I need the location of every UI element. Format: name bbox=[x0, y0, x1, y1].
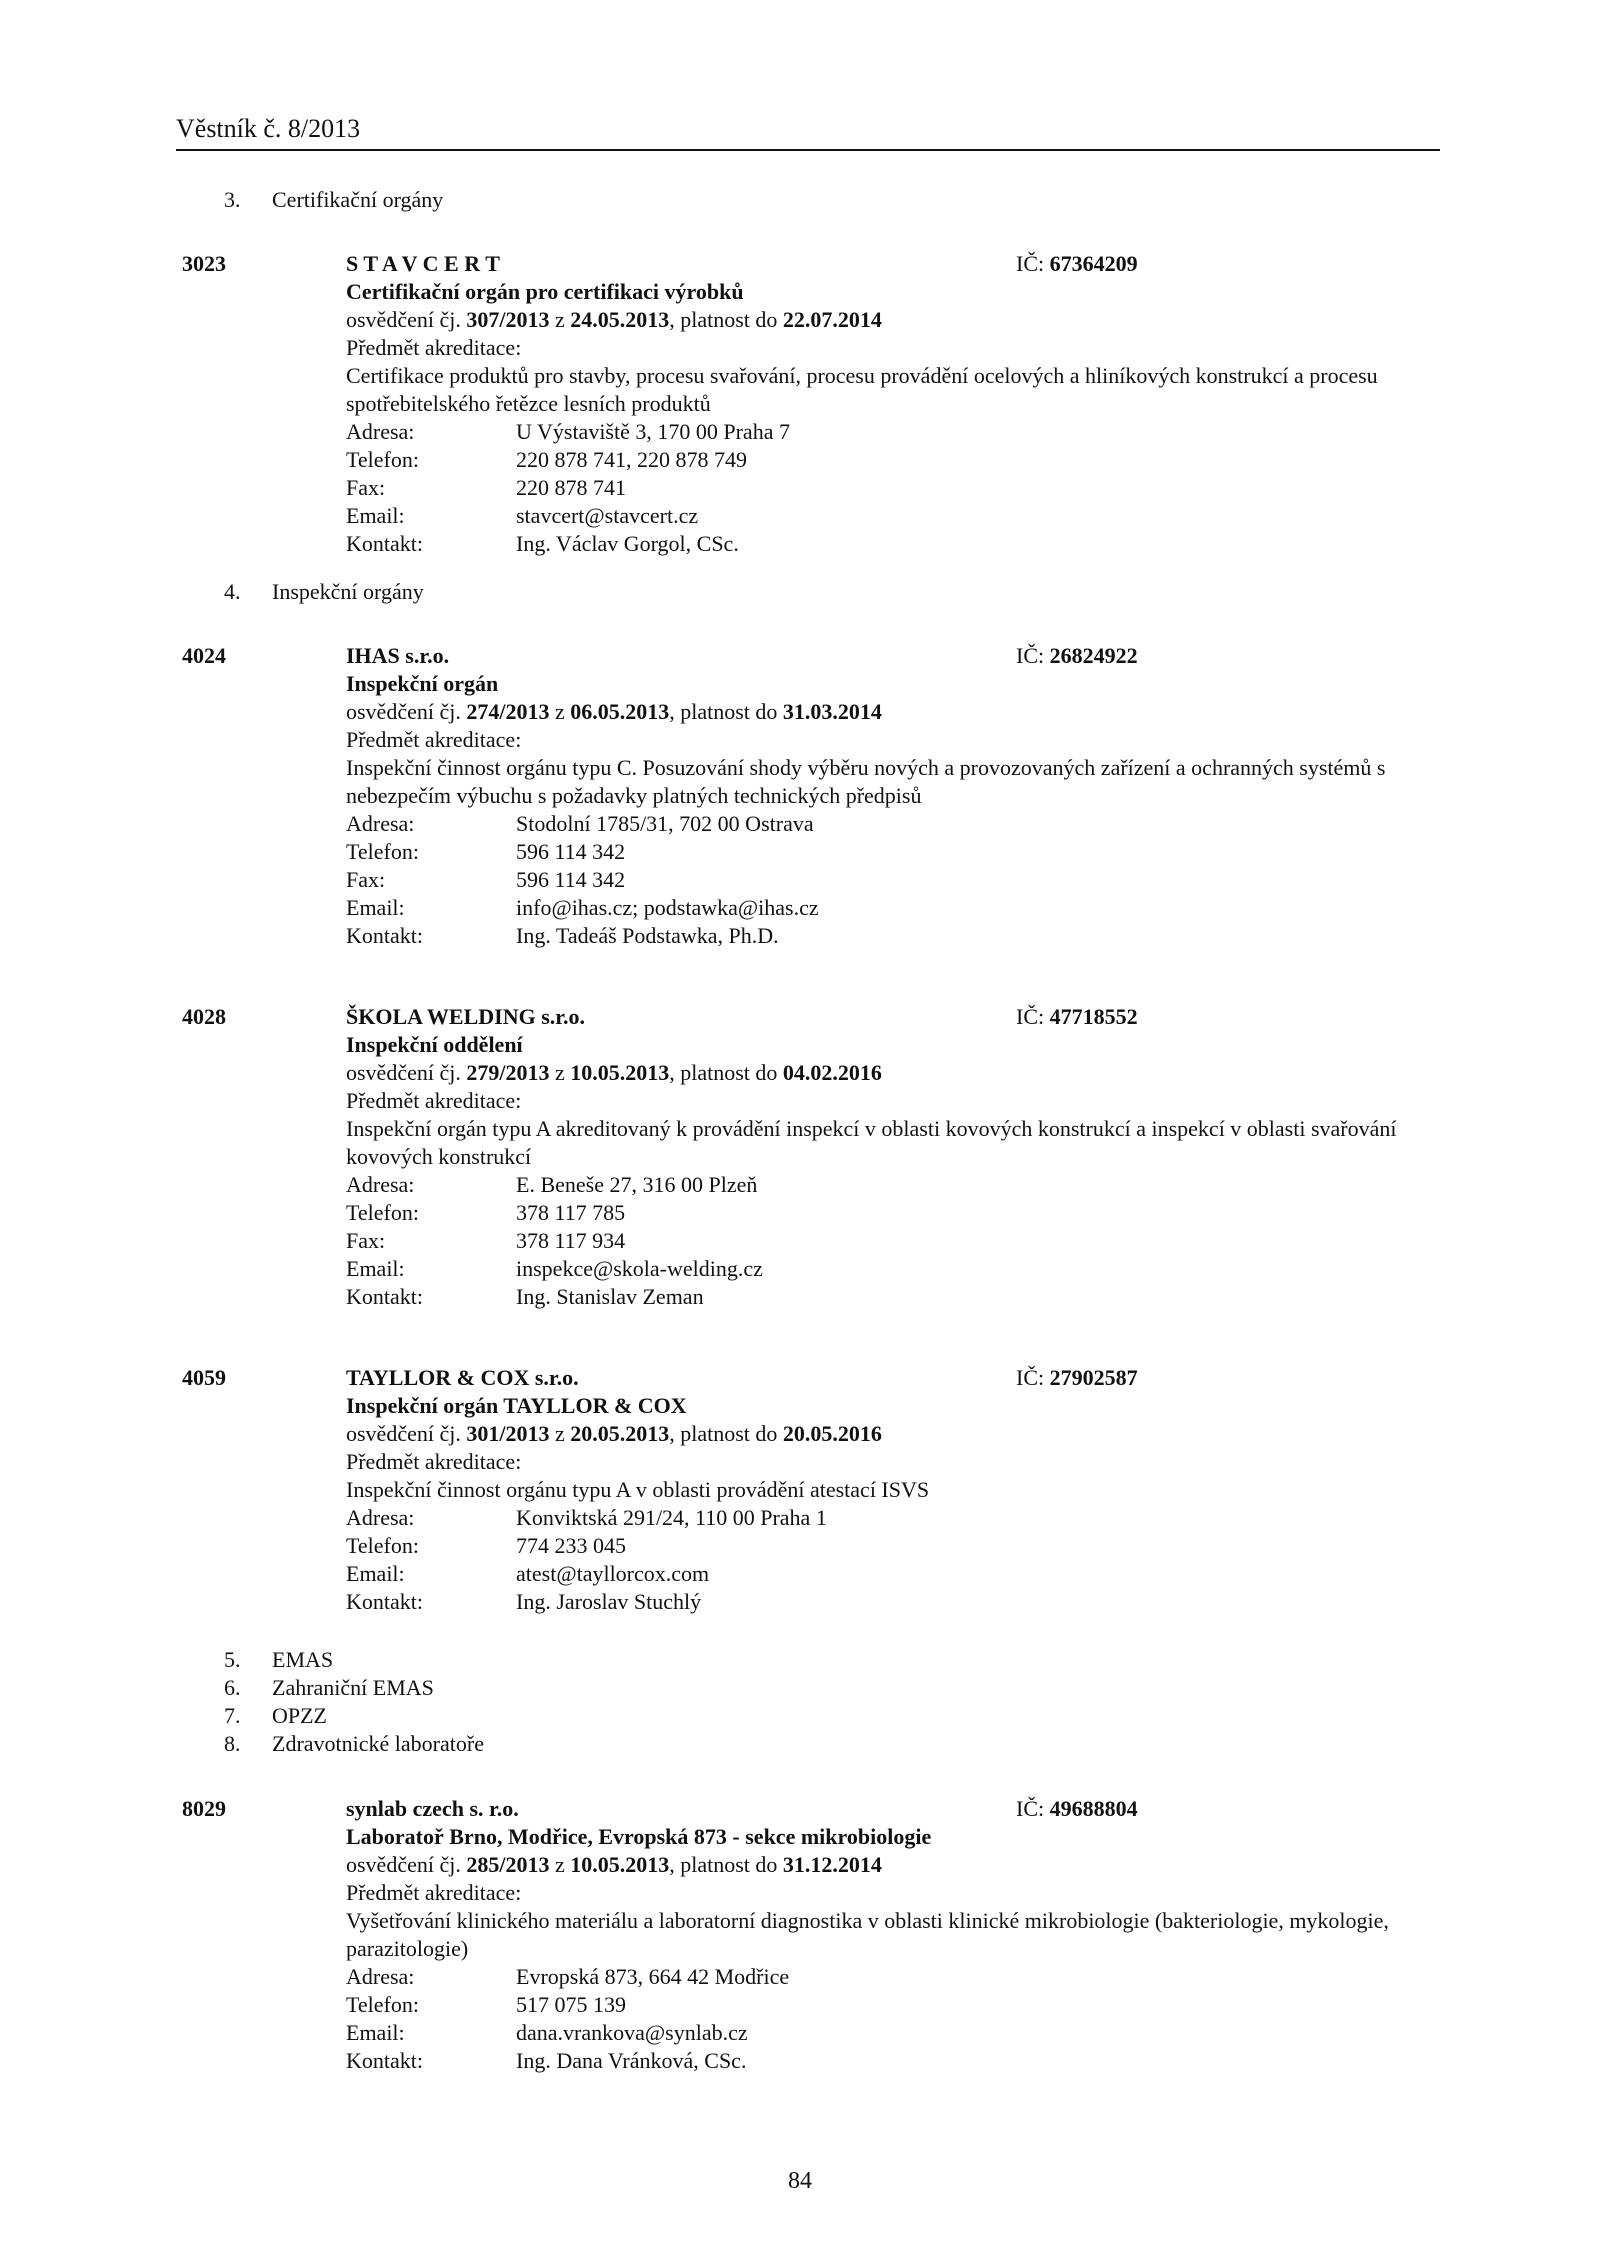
section-label: Inspekční orgány bbox=[272, 579, 424, 604]
address-row: Adresa: E. Beneše 27, 316 00 Plzeň bbox=[346, 1172, 758, 1197]
section-number: 5. bbox=[224, 1647, 241, 1672]
phone-value: 774 233 045 bbox=[516, 1533, 626, 1558]
section-number: 8. bbox=[224, 1731, 241, 1756]
phone-row: Telefon: 378 117 785 bbox=[346, 1200, 626, 1225]
valid-until: 22.07.2014 bbox=[782, 307, 882, 332]
address-value: Konviktská 291/24, 110 00 Praha 1 bbox=[516, 1505, 827, 1530]
ic-value: 27902587 bbox=[1049, 1365, 1138, 1390]
section-label: EMAS bbox=[272, 1647, 334, 1672]
contact-row: Kontakt: Ing. Jaroslav Stuchlý bbox=[346, 1589, 702, 1614]
entry-name: ŠKOLA WELDING s.r.o. bbox=[346, 1004, 586, 1029]
section-number: 7. bbox=[224, 1703, 241, 1728]
contact-value: Ing. Tadeáš Podstawka, Ph.D. bbox=[516, 923, 779, 948]
entry-body bbox=[346, 1795, 1416, 2075]
entry-ic: IČ: 26824922 bbox=[1016, 643, 1138, 668]
fax-value: 596 114 342 bbox=[516, 867, 626, 892]
phone-row: Telefon: 596 114 342 bbox=[346, 839, 626, 864]
email-row: Email: inspekce@skola-welding.cz bbox=[346, 1256, 763, 1281]
entry-subtitle: Inspekční oddělení bbox=[346, 1032, 523, 1057]
address-value: Stodolní 1785/31, 702 00 Ostrava bbox=[516, 811, 814, 836]
entry-body bbox=[346, 642, 1416, 950]
contact-value: Ing. Dana Vránková, CSc. bbox=[516, 2048, 747, 2073]
section-number: 3. bbox=[224, 187, 241, 212]
phone-value: 517 075 139 bbox=[516, 1992, 626, 2017]
section-heading-5 bbox=[224, 1646, 484, 1674]
contact-row: Kontakt: Ing. Václav Gorgol, CSc. bbox=[346, 531, 739, 556]
email-value: inspekce@skola-welding.cz bbox=[516, 1256, 763, 1281]
page-header bbox=[176, 112, 1440, 151]
cert-date: 10.05.2013 bbox=[570, 1852, 670, 1877]
accreditation-label: Předmět akreditace: bbox=[346, 335, 522, 360]
entry-code: 3023 bbox=[182, 251, 226, 276]
entry-subtitle: Certifikační orgán pro certifikaci výrobků bbox=[346, 279, 744, 304]
ic-value: 67364209 bbox=[1049, 251, 1138, 276]
section-label: OPZZ bbox=[272, 1703, 327, 1728]
fax-row: Fax: 596 114 342 bbox=[346, 867, 626, 892]
cert-number: 279/2013 bbox=[466, 1060, 550, 1085]
section-label: Zahraniční EMAS bbox=[272, 1675, 434, 1700]
section-list bbox=[224, 1646, 484, 1758]
entry-body bbox=[346, 250, 1416, 558]
contact-row: Kontakt: Ing. Stanislav Zeman bbox=[346, 1284, 704, 1309]
section-number: 6. bbox=[224, 1675, 241, 1700]
accreditation-description: Inspekční činnost orgánu typu A v oblasti provádění atestací ISVS bbox=[346, 1477, 930, 1502]
cert-date: 24.05.2013 bbox=[570, 307, 670, 332]
ic-value: 47718552 bbox=[1049, 1004, 1138, 1029]
cert-number: 285/2013 bbox=[466, 1852, 550, 1877]
address-row: Adresa: Stodolní 1785/31, 702 00 Ostrava bbox=[346, 811, 814, 836]
entry-code: 4024 bbox=[182, 643, 226, 668]
entry-ic: IČ: 27902587 bbox=[1016, 1365, 1138, 1390]
accreditation-label: Předmět akreditace: bbox=[346, 1880, 522, 1905]
cert-number: 307/2013 bbox=[466, 307, 550, 332]
entry-body bbox=[346, 1003, 1416, 1311]
address-row: Adresa: U Výstaviště 3, 170 00 Praha 7 bbox=[346, 419, 790, 444]
valid-until: 31.12.2014 bbox=[782, 1852, 882, 1877]
contact-value: Ing. Stanislav Zeman bbox=[516, 1284, 704, 1309]
email-value: dana.vrankova@synlab.cz bbox=[516, 2020, 748, 2045]
cert-number: 301/2013 bbox=[466, 1421, 550, 1446]
address-row: Adresa: Evropská 873, 664 42 Modřice bbox=[346, 1964, 790, 1989]
section-heading-3 bbox=[224, 186, 443, 214]
contact-value: Ing. Václav Gorgol, CSc. bbox=[516, 531, 739, 556]
address-value: E. Beneše 27, 316 00 Plzeň bbox=[516, 1172, 758, 1197]
accreditation-label: Předmět akreditace: bbox=[346, 727, 522, 752]
entry-body bbox=[346, 1364, 1416, 1616]
section-number: 4. bbox=[224, 579, 241, 604]
phone-row: Telefon: 774 233 045 bbox=[346, 1533, 626, 1558]
section-label: Zdravotnické laboratoře bbox=[272, 1731, 484, 1756]
certificate-line: osvědčení čj. 307/2013 z 24.05.2013, platnost do 22.07.2014 bbox=[346, 307, 882, 332]
fax-row: Fax: 220 878 741 bbox=[346, 475, 626, 500]
email-row: Email: stavcert@stavcert.cz bbox=[346, 503, 699, 528]
entry-ic: IČ: 47718552 bbox=[1016, 1004, 1138, 1029]
entry-subtitle: Laboratoř Brno, Modřice, Evropská 873 - sekce mikrobiologie bbox=[346, 1824, 932, 1849]
email-row: Email: info@ihas.cz; podstawka@ihas.cz bbox=[346, 895, 819, 920]
section-label: Certifikační orgány bbox=[272, 187, 444, 212]
journal-title: Věstník č. 8/2013 bbox=[176, 114, 361, 143]
section-heading-7 bbox=[224, 1702, 484, 1730]
entry-name: synlab czech s. r.o. bbox=[346, 1796, 519, 1821]
entry-name: TAYLLOR & COX s.r.o. bbox=[346, 1365, 579, 1390]
address-value: U Výstaviště 3, 170 00 Praha 7 bbox=[516, 419, 790, 444]
section-heading-4 bbox=[224, 578, 424, 606]
cert-date: 10.05.2013 bbox=[570, 1060, 670, 1085]
cert-date: 20.05.2013 bbox=[570, 1421, 670, 1446]
fax-value: 220 878 741 bbox=[516, 475, 626, 500]
entry-code: 4059 bbox=[182, 1365, 226, 1390]
accreditation-description: Certifikace produktů pro stavby, procesu svařování, procesu provádění ocelových a hliníkových konstrukcí a procesu spotřebitelského řetězce lesních produktů bbox=[346, 363, 1378, 416]
phone-value: 378 117 785 bbox=[516, 1200, 626, 1225]
valid-until: 20.05.2016 bbox=[782, 1421, 882, 1446]
page-number: 84 bbox=[788, 2168, 812, 2194]
contact-value: Ing. Jaroslav Stuchlý bbox=[516, 1589, 702, 1614]
email-value: atest@tayllorcox.com bbox=[516, 1561, 710, 1586]
phone-value: 220 878 741, 220 878 749 bbox=[516, 447, 747, 472]
section-heading-6 bbox=[224, 1674, 484, 1702]
ic-value: 26824922 bbox=[1049, 643, 1138, 668]
phone-row: Telefon: 220 878 741, 220 878 749 bbox=[346, 447, 747, 472]
entry-ic: IČ: 49688804 bbox=[1016, 1796, 1138, 1821]
certificate-line: osvědčení čj. 274/2013 z 06.05.2013, platnost do 31.03.2014 bbox=[346, 699, 882, 724]
certificate-line: osvědčení čj. 285/2013 z 10.05.2013, platnost do 31.12.2014 bbox=[346, 1852, 882, 1877]
entry-subtitle: Inspekční orgán bbox=[346, 671, 499, 696]
accreditation-label: Předmět akreditace: bbox=[346, 1449, 522, 1474]
email-value: stavcert@stavcert.cz bbox=[516, 503, 699, 528]
valid-until: 04.02.2016 bbox=[782, 1060, 882, 1085]
email-row: Email: dana.vrankova@synlab.cz bbox=[346, 2020, 748, 2045]
cert-date: 06.05.2013 bbox=[570, 699, 670, 724]
phone-row: Telefon: 517 075 139 bbox=[346, 1992, 626, 2017]
cert-number: 274/2013 bbox=[466, 699, 550, 724]
accreditation-label: Předmět akreditace: bbox=[346, 1088, 522, 1113]
section-heading-8 bbox=[224, 1730, 484, 1758]
entry-name: S T A V C E R T bbox=[346, 251, 500, 276]
email-value: info@ihas.cz; podstawka@ihas.cz bbox=[516, 895, 819, 920]
valid-until: 31.03.2014 bbox=[782, 699, 882, 724]
entry-ic: IČ: 67364209 bbox=[1016, 251, 1138, 276]
entry-code: 4028 bbox=[182, 1004, 226, 1029]
fax-row: Fax: 378 117 934 bbox=[346, 1228, 626, 1253]
fax-value: 378 117 934 bbox=[516, 1228, 626, 1253]
entry-subtitle: Inspekční orgán TAYLLOR & COX bbox=[346, 1393, 687, 1418]
entry-code: 8029 bbox=[182, 1796, 226, 1821]
accreditation-description: Inspekční činnost orgánu typu C. Posuzování shody výběru nových a provozovaných zařízení a ochranných systémů s nebezpečím výbuchu s požadavky platných technických předpisů bbox=[346, 755, 1386, 808]
accreditation-description: Vyšetřování klinického materiálu a laboratorní diagnostika v oblasti klinické mikrobiologie (bakteriologie, mykologie, parazitologie) bbox=[346, 1908, 1389, 1961]
entry-name: IHAS s.r.o. bbox=[346, 643, 450, 668]
phone-value: 596 114 342 bbox=[516, 839, 626, 864]
accreditation-description: Inspekční orgán typu A akreditovaný k provádění inspekcí v oblasti kovových konstrukcí a inspekcí v oblasti svařování kovových konstrukcí bbox=[346, 1116, 1397, 1169]
email-row: Email: atest@tayllorcox.com bbox=[346, 1561, 710, 1586]
address-value: Evropská 873, 664 42 Modřice bbox=[516, 1964, 790, 1989]
certificate-line: osvědčení čj. 301/2013 z 20.05.2013, platnost do 20.05.2016 bbox=[346, 1421, 882, 1446]
contact-row: Kontakt: Ing. Dana Vránková, CSc. bbox=[346, 2048, 747, 2073]
ic-value: 49688804 bbox=[1049, 1796, 1138, 1821]
contact-row: Kontakt: Ing. Tadeáš Podstawka, Ph.D. bbox=[346, 923, 779, 948]
certificate-line: osvědčení čj. 279/2013 z 10.05.2013, platnost do 04.02.2016 bbox=[346, 1060, 882, 1085]
address-row: Adresa: Konviktská 291/24, 110 00 Praha 1 bbox=[346, 1505, 827, 1530]
